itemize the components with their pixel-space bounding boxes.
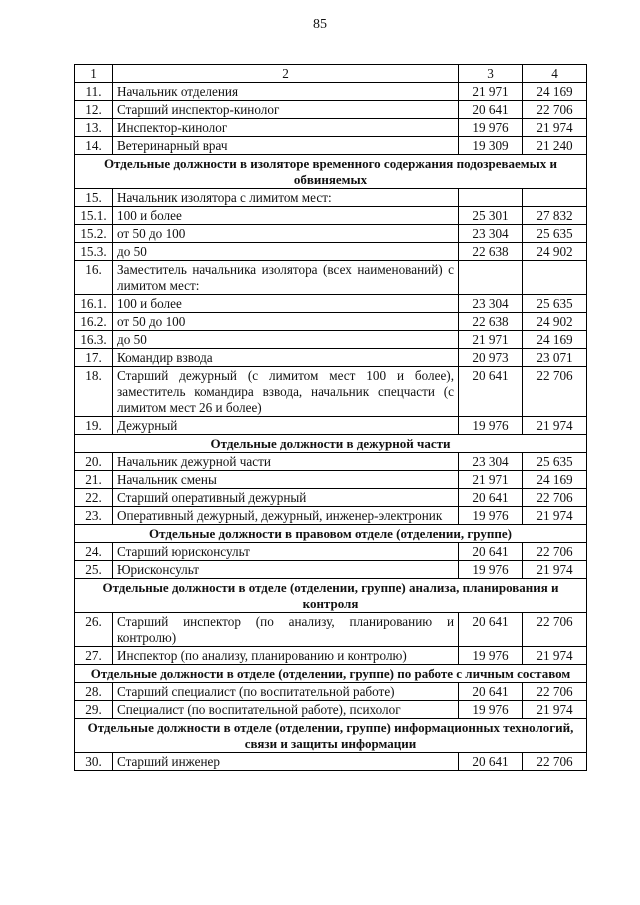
header-cell-number: 1 xyxy=(75,65,113,83)
value-col4: 21 974 xyxy=(523,561,587,579)
value-col3: 20 641 xyxy=(459,683,523,701)
position-name: до 50 xyxy=(113,331,459,349)
table-row xyxy=(75,613,587,647)
table-row xyxy=(75,119,587,137)
value-col3: 19 976 xyxy=(459,119,523,137)
table-row xyxy=(75,471,587,489)
value-col4: 24 169 xyxy=(523,471,587,489)
value-col4: 24 169 xyxy=(523,83,587,101)
table-row xyxy=(75,417,587,435)
value-col3: 20 641 xyxy=(459,367,523,417)
salary-table xyxy=(74,64,587,771)
value-col4: 25 635 xyxy=(523,453,587,471)
row-number: 29. xyxy=(75,701,113,719)
position-name: Начальник отделения xyxy=(113,83,459,101)
table-row xyxy=(75,349,587,367)
table-row xyxy=(75,207,587,225)
row-number: 23. xyxy=(75,507,113,525)
position-name: Начальник смены xyxy=(113,471,459,489)
position-name: Командир взвода xyxy=(113,349,459,367)
section-heading: Отдельные должности в дежурной части xyxy=(75,435,587,453)
value-col3: 19 976 xyxy=(459,417,523,435)
value-col4: 22 706 xyxy=(523,753,587,771)
row-number: 15.3. xyxy=(75,243,113,261)
value-col4: 24 902 xyxy=(523,243,587,261)
row-number: 16.2. xyxy=(75,313,113,331)
position-name: Юрисконсульт xyxy=(113,561,459,579)
value-col3: 22 638 xyxy=(459,313,523,331)
row-number: 16.1. xyxy=(75,295,113,313)
header-cell-position: 2 xyxy=(113,65,459,83)
table-body xyxy=(75,65,587,771)
section-heading: Отдельные должности в правовом отделе (отделении, группе) xyxy=(75,525,587,543)
header-cell-col4: 4 xyxy=(523,65,587,83)
position-name: Начальник изолятора с лимитом мест: xyxy=(113,189,459,207)
table-row xyxy=(75,647,587,665)
value-col3: 22 638 xyxy=(459,243,523,261)
header-cell-col3: 3 xyxy=(459,65,523,83)
position-name: Заместитель начальника изолятора (всех наименований) с лимитом мест: xyxy=(113,261,459,295)
table-row xyxy=(75,83,587,101)
row-number: 18. xyxy=(75,367,113,417)
row-number: 11. xyxy=(75,83,113,101)
value-col3: 20 973 xyxy=(459,349,523,367)
table-row xyxy=(75,101,587,119)
table-row xyxy=(75,561,587,579)
row-number: 15. xyxy=(75,189,113,207)
value-col4 xyxy=(523,261,587,295)
table-row xyxy=(75,701,587,719)
section-heading-row xyxy=(75,525,587,543)
position-name: Старший специалист (по воспитательной работе) xyxy=(113,683,459,701)
table-row xyxy=(75,261,587,295)
value-col3: 23 304 xyxy=(459,453,523,471)
section-heading-row xyxy=(75,665,587,683)
value-col3: 21 971 xyxy=(459,471,523,489)
position-name: Старший инспектор (по анализу, планированию и контролю) xyxy=(113,613,459,647)
value-col3: 19 976 xyxy=(459,561,523,579)
position-name: Старший юрисконсульт xyxy=(113,543,459,561)
value-col4: 24 169 xyxy=(523,331,587,349)
table-row xyxy=(75,367,587,417)
position-name: от 50 до 100 xyxy=(113,225,459,243)
table-row xyxy=(75,453,587,471)
value-col4: 21 974 xyxy=(523,701,587,719)
value-col3: 20 641 xyxy=(459,101,523,119)
value-col4: 25 635 xyxy=(523,225,587,243)
position-name: Старший инспектор-кинолог xyxy=(113,101,459,119)
position-name: Оперативный дежурный, дежурный, инженер-электроник xyxy=(113,507,459,525)
table-row xyxy=(75,189,587,207)
table-row xyxy=(75,243,587,261)
row-number: 12. xyxy=(75,101,113,119)
value-col4: 22 706 xyxy=(523,543,587,561)
position-name: 100 и более xyxy=(113,295,459,313)
position-name: Инспектор (по анализу, планированию и контролю) xyxy=(113,647,459,665)
row-number: 26. xyxy=(75,613,113,647)
value-col4: 21 974 xyxy=(523,119,587,137)
section-heading-row xyxy=(75,719,587,753)
value-col3: 20 641 xyxy=(459,489,523,507)
section-heading-row xyxy=(75,155,587,189)
value-col3: 19 976 xyxy=(459,507,523,525)
row-number: 20. xyxy=(75,453,113,471)
value-col4: 25 635 xyxy=(523,295,587,313)
row-number: 16. xyxy=(75,261,113,295)
value-col3: 19 976 xyxy=(459,647,523,665)
value-col3: 25 301 xyxy=(459,207,523,225)
value-col4: 21 974 xyxy=(523,507,587,525)
table-row xyxy=(75,295,587,313)
position-name: Старший инженер xyxy=(113,753,459,771)
value-col3: 19 309 xyxy=(459,137,523,155)
value-col3: 23 304 xyxy=(459,295,523,313)
row-number: 24. xyxy=(75,543,113,561)
position-name: Начальник дежурной части xyxy=(113,453,459,471)
position-name: Старший оперативный дежурный xyxy=(113,489,459,507)
value-col4: 21 240 xyxy=(523,137,587,155)
row-number: 15.2. xyxy=(75,225,113,243)
table-row xyxy=(75,489,587,507)
value-col4: 22 706 xyxy=(523,683,587,701)
row-number: 15.1. xyxy=(75,207,113,225)
row-number: 30. xyxy=(75,753,113,771)
table-row xyxy=(75,313,587,331)
section-heading-row xyxy=(75,435,587,453)
position-name: до 50 xyxy=(113,243,459,261)
value-col3: 20 641 xyxy=(459,613,523,647)
position-name: Инспектор-кинолог xyxy=(113,119,459,137)
value-col4: 27 832 xyxy=(523,207,587,225)
value-col3: 20 641 xyxy=(459,543,523,561)
position-name: 100 и более xyxy=(113,207,459,225)
value-col4: 21 974 xyxy=(523,647,587,665)
row-number: 16.3. xyxy=(75,331,113,349)
value-col3: 19 976 xyxy=(459,701,523,719)
position-name: Ветеринарный врач xyxy=(113,137,459,155)
table-row xyxy=(75,543,587,561)
row-number: 14. xyxy=(75,137,113,155)
row-number: 28. xyxy=(75,683,113,701)
section-heading: Отдельные должности в отделе (отделении, группе) анализа, планирования и контроля xyxy=(75,579,587,613)
position-name: от 50 до 100 xyxy=(113,313,459,331)
row-number: 19. xyxy=(75,417,113,435)
row-number: 13. xyxy=(75,119,113,137)
table-row xyxy=(75,331,587,349)
table-row xyxy=(75,137,587,155)
value-col3: 21 971 xyxy=(459,83,523,101)
value-col4 xyxy=(523,189,587,207)
row-number: 25. xyxy=(75,561,113,579)
position-name: Старший дежурный (с лимитом мест 100 и более), заместитель командира взвода, начальник спецчасти (с лимитом мест 26 и более) xyxy=(113,367,459,417)
value-col4: 22 706 xyxy=(523,367,587,417)
value-col4: 22 706 xyxy=(523,489,587,507)
section-heading-row xyxy=(75,579,587,613)
value-col3: 23 304 xyxy=(459,225,523,243)
value-col4: 22 706 xyxy=(523,613,587,647)
table-header-row xyxy=(75,65,587,83)
row-number: 27. xyxy=(75,647,113,665)
table-row xyxy=(75,225,587,243)
value-col4: 21 974 xyxy=(523,417,587,435)
table-row xyxy=(75,753,587,771)
position-name: Дежурный xyxy=(113,417,459,435)
table-row xyxy=(75,507,587,525)
row-number: 21. xyxy=(75,471,113,489)
value-col4: 23 071 xyxy=(523,349,587,367)
value-col4: 24 902 xyxy=(523,313,587,331)
section-heading: Отдельные должности в отделе (отделении, группе) информационных технологий, связи и защиты информации xyxy=(75,719,587,753)
row-number: 17. xyxy=(75,349,113,367)
value-col3: 21 971 xyxy=(459,331,523,349)
table-row xyxy=(75,683,587,701)
section-heading: Отдельные должности в отделе (отделении, группе) по работе с личным составом xyxy=(75,665,587,683)
section-heading: Отдельные должности в изоляторе временного содержания подозреваемых и обвиняемых xyxy=(75,155,587,189)
position-name: Специалист (по воспитательной работе), психолог xyxy=(113,701,459,719)
row-number: 22. xyxy=(75,489,113,507)
page-number: 85 xyxy=(313,17,327,32)
value-col4: 22 706 xyxy=(523,101,587,119)
value-col3 xyxy=(459,189,523,207)
value-col3: 20 641 xyxy=(459,753,523,771)
value-col3 xyxy=(459,261,523,295)
